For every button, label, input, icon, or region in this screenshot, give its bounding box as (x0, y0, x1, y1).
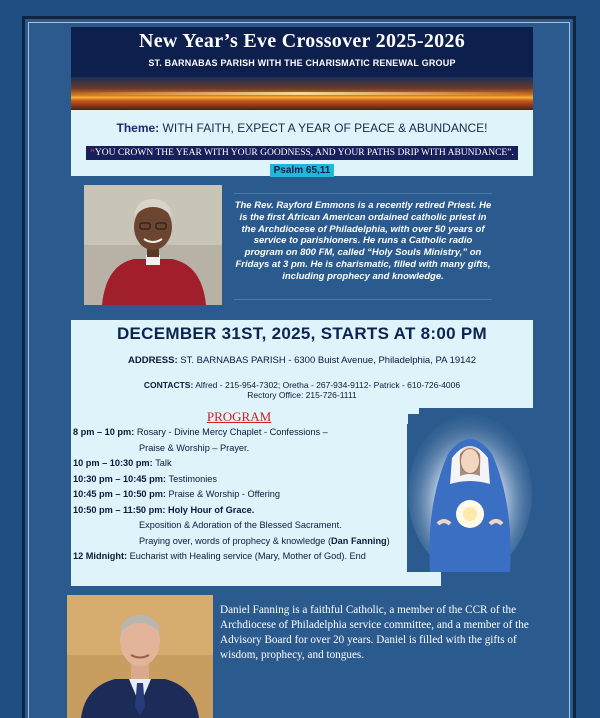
program-row (71, 456, 407, 472)
program-row (71, 487, 407, 503)
quote-text: YOU CROWN THE YEAR WITH YOUR GOODNESS, AND YOUR PATHS DRIP WITH ABUNDANCE (94, 148, 508, 158)
program-activity: Holy Hour of Grace. (167, 504, 255, 515)
program-activity: Praise & Worship - Offering (168, 489, 280, 499)
psalm-reference: Psalm 65,11 (270, 164, 335, 177)
program-row (71, 549, 407, 565)
address-label: ADDRESS: (128, 355, 178, 366)
daniel-fanning-photo (67, 595, 213, 718)
program-activity: Rosary - Divine Mercy Chaplet - Confessions – (136, 427, 328, 437)
virgin-mary-image (408, 414, 532, 572)
event-date: DECEMBER 31ST, 2025, STARTS AT 8:00 PM (116, 324, 488, 343)
quote-open-mark: “ (90, 148, 95, 158)
program-activity: Eucharist with Healing service (Mary, Mother of God). End (129, 551, 366, 561)
rectory-phone: Rectory Office: 215-726-1111 (247, 390, 357, 400)
program-activity: Praying over, words of prophecy & knowledge ( (139, 535, 332, 546)
event-panel (71, 320, 533, 408)
program-list (71, 425, 407, 565)
theme-panel (71, 110, 533, 176)
quote-close-mark: ”. (507, 148, 514, 158)
theme-text: WITH FAITH, EXPECT A YEAR OF PEACE & ABUNDANCE! (162, 121, 488, 135)
program-row (71, 534, 407, 550)
program-time: 10 pm – 10:30 pm: (73, 458, 156, 468)
program-row (71, 425, 407, 441)
program-activity: Testimonies (168, 473, 218, 484)
program-row (71, 518, 407, 534)
program-panel (71, 408, 407, 586)
address-text: ST. BARNABAS PARISH - 6300 Buist Avenue, Philadelphia, PA 19142 (180, 355, 476, 366)
program-time: 10:45 pm – 10:50 pm: (73, 489, 169, 499)
panel-step-edge (407, 572, 441, 586)
flyer-subtitle: ST. BARNABAS PARISH WITH THE CHARISMATIC RENEWAL GROUP (148, 58, 456, 68)
priest-photo (84, 185, 222, 305)
program-speaker-name: Dan Fanning (331, 535, 387, 546)
program-activity-end: ) (386, 535, 390, 546)
program-activity: Exposition & Adoration of the Blessed Sacrament. (139, 520, 342, 530)
contacts-label: CONTACTS: (143, 380, 194, 390)
program-activity: Talk (155, 458, 172, 468)
scripture-quote (86, 146, 518, 160)
event-contacts (71, 380, 533, 400)
program-row (71, 441, 407, 457)
program-time: 12 Midnight: (73, 551, 130, 561)
flyer-title: New Year’s Eve Crossover 2025-2026 (138, 30, 466, 52)
program-activity: Praise & Worship – Prayer. (139, 442, 250, 453)
program-time: 8 pm – 10 pm: (73, 427, 137, 437)
program-title: PROGRAM (206, 409, 272, 424)
program-time: 10:30 pm – 10:45 pm: (73, 473, 169, 484)
program-row (71, 503, 407, 519)
program-time: 10:50 pm – 11:50 pm: (73, 504, 168, 515)
theme-line (71, 121, 533, 135)
theme-label: Theme: (116, 121, 160, 135)
contacts-text: Alfred - 215-954-7302; Oretha - 267-934-9112- Patrick - 610-726-4006 (195, 380, 461, 390)
priest-bio: The Rev. Rayford Emmons is a recently retired Priest. He is the first African American ordained catholic priest in the Archdiocese of Philadelphia, with over 50 years of service to parishioners. He runs a Catholic radio program on 800 FM, called “Holy Souls Ministry,” on Fridays at 3 pm. He is charismatic, filled with many gifts, including prophecy and knowledge. (234, 193, 492, 300)
daniel-fanning-bio: Daniel Fanning is a faithful Catholic, a member of the CCR of the Archdiocese of Philadelphia service committee, and a member of the Advisory Board for over 20 years. Daniel is filled with the gifts of wisdom, prophecy, and tongues. (220, 604, 529, 661)
flyer-header (71, 27, 533, 77)
program-row (71, 472, 407, 488)
sunset-banner-image (71, 77, 533, 110)
event-address (71, 355, 533, 366)
